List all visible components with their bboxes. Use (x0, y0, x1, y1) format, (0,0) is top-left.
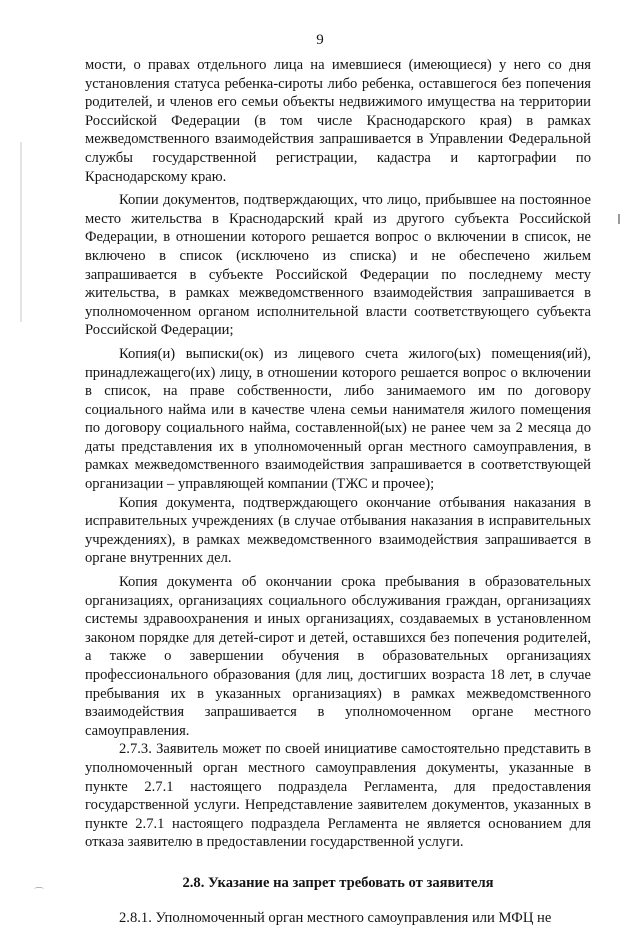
page-number: 9 (316, 32, 324, 48)
paragraph-continuation: мости, о правах отдельного лица на имевшиеся (имеющиеся) у него со дня установления статуса ребенка-сироты либо ребенка, оставшегося без попечения родителей, и членов его семьи объекты недвижимого имущества на территории Российской Федерации (в том числе Краснодарского края) в рамках межведомственного взаимодействия запрашивается в Управлении Федеральной службы государственной регистрации, кадастра и картографии по Краснодарскому краю. (85, 57, 591, 185)
paragraph-relocation-docs: Копии документов, подтверждающих, что лицо, прибывшее на постоянное место жительства в Краснодарский край из другого субъекта Российской Федерации, в отношении которого решается вопрос о включении в список, не включено в список (исключено из списка) и не обеспечено жильем запрашивается в субъекте Российской Федерации по последнему месту жительства, в рамках межведомственного взаимодействия запрашивается в уполномоченном органом исполнительной власти соответствующего субъекта Российской Федерации; (85, 192, 591, 339)
paragraph-account-extract: Копия(и) выписки(ок) из лицевого счета жилого(ых) помещения(ий), принадлежащего(их) лицу, в отношении которого решается вопрос о включении в список, на праве собственности, либо занимаемого им по договору социального найма или в качестве члена семьи нанимателя жилого помещения по договору социального найма, составленной(ых) не ранее чем за 2 месяца до даты представления их в уполномоченный орган местного самоуправления, в рамках межведомственного взаимодействия запрашивается в соответствующей организации – управляющей компании (ТЖС и прочее); (85, 345, 591, 493)
paragraph-2-7-3: 2.7.3. Заявитель может по своей инициативе самостоятельно представить в уполномоченный орган местного самоуправления документы, указанные в пункте 2.7.1 настоящего подраздела Регламента, для предоставления государственной услуги. Непредставление заявителем документов, указанных в пункте 2.7.1 настоящего подраздела Регламента не является основанием для отказа заявителю в предоставлении государственной услуги. (85, 741, 591, 851)
document-body (85, 56, 591, 927)
section-heading: 2.8. Указание на запрет требовать от заявителя (182, 874, 494, 891)
scan-margin-line (20, 142, 22, 322)
paragraph-stay-completion: Копия документа об окончании срока пребывания в образовательных организациях, организациях социального обслуживания граждан, организациях системы здравоохранения и иных организациях, создаваемых в установленном законом порядке для детей-сирот и детей, оставшихся без попечения родителей, а также о завершении обучения в образовательных организациях профессионального образования (для лиц, достигших возраста 18 лет, в случае пребывания их в указанных организациях) в рамках межведомственного взаимодействия запрашивается в уполномоченном органе местного самоуправления. (85, 574, 591, 739)
paragraph-2-8-1: 2.8.1. Уполномоченный орган местного самоуправления или МФЦ не (119, 909, 552, 926)
scan-corner-mark: ⌒ (34, 888, 44, 899)
scan-margin-mark (618, 214, 620, 224)
paragraph-sentence-completion: Копия документа, подтверждающего окончание отбывания наказания в исправительных учреждениях (в случае отбывания наказания в исправительных учреждениях), в рамках межведомственного взаимодействия запрашивается в органе внутренних дел. (85, 494, 591, 567)
